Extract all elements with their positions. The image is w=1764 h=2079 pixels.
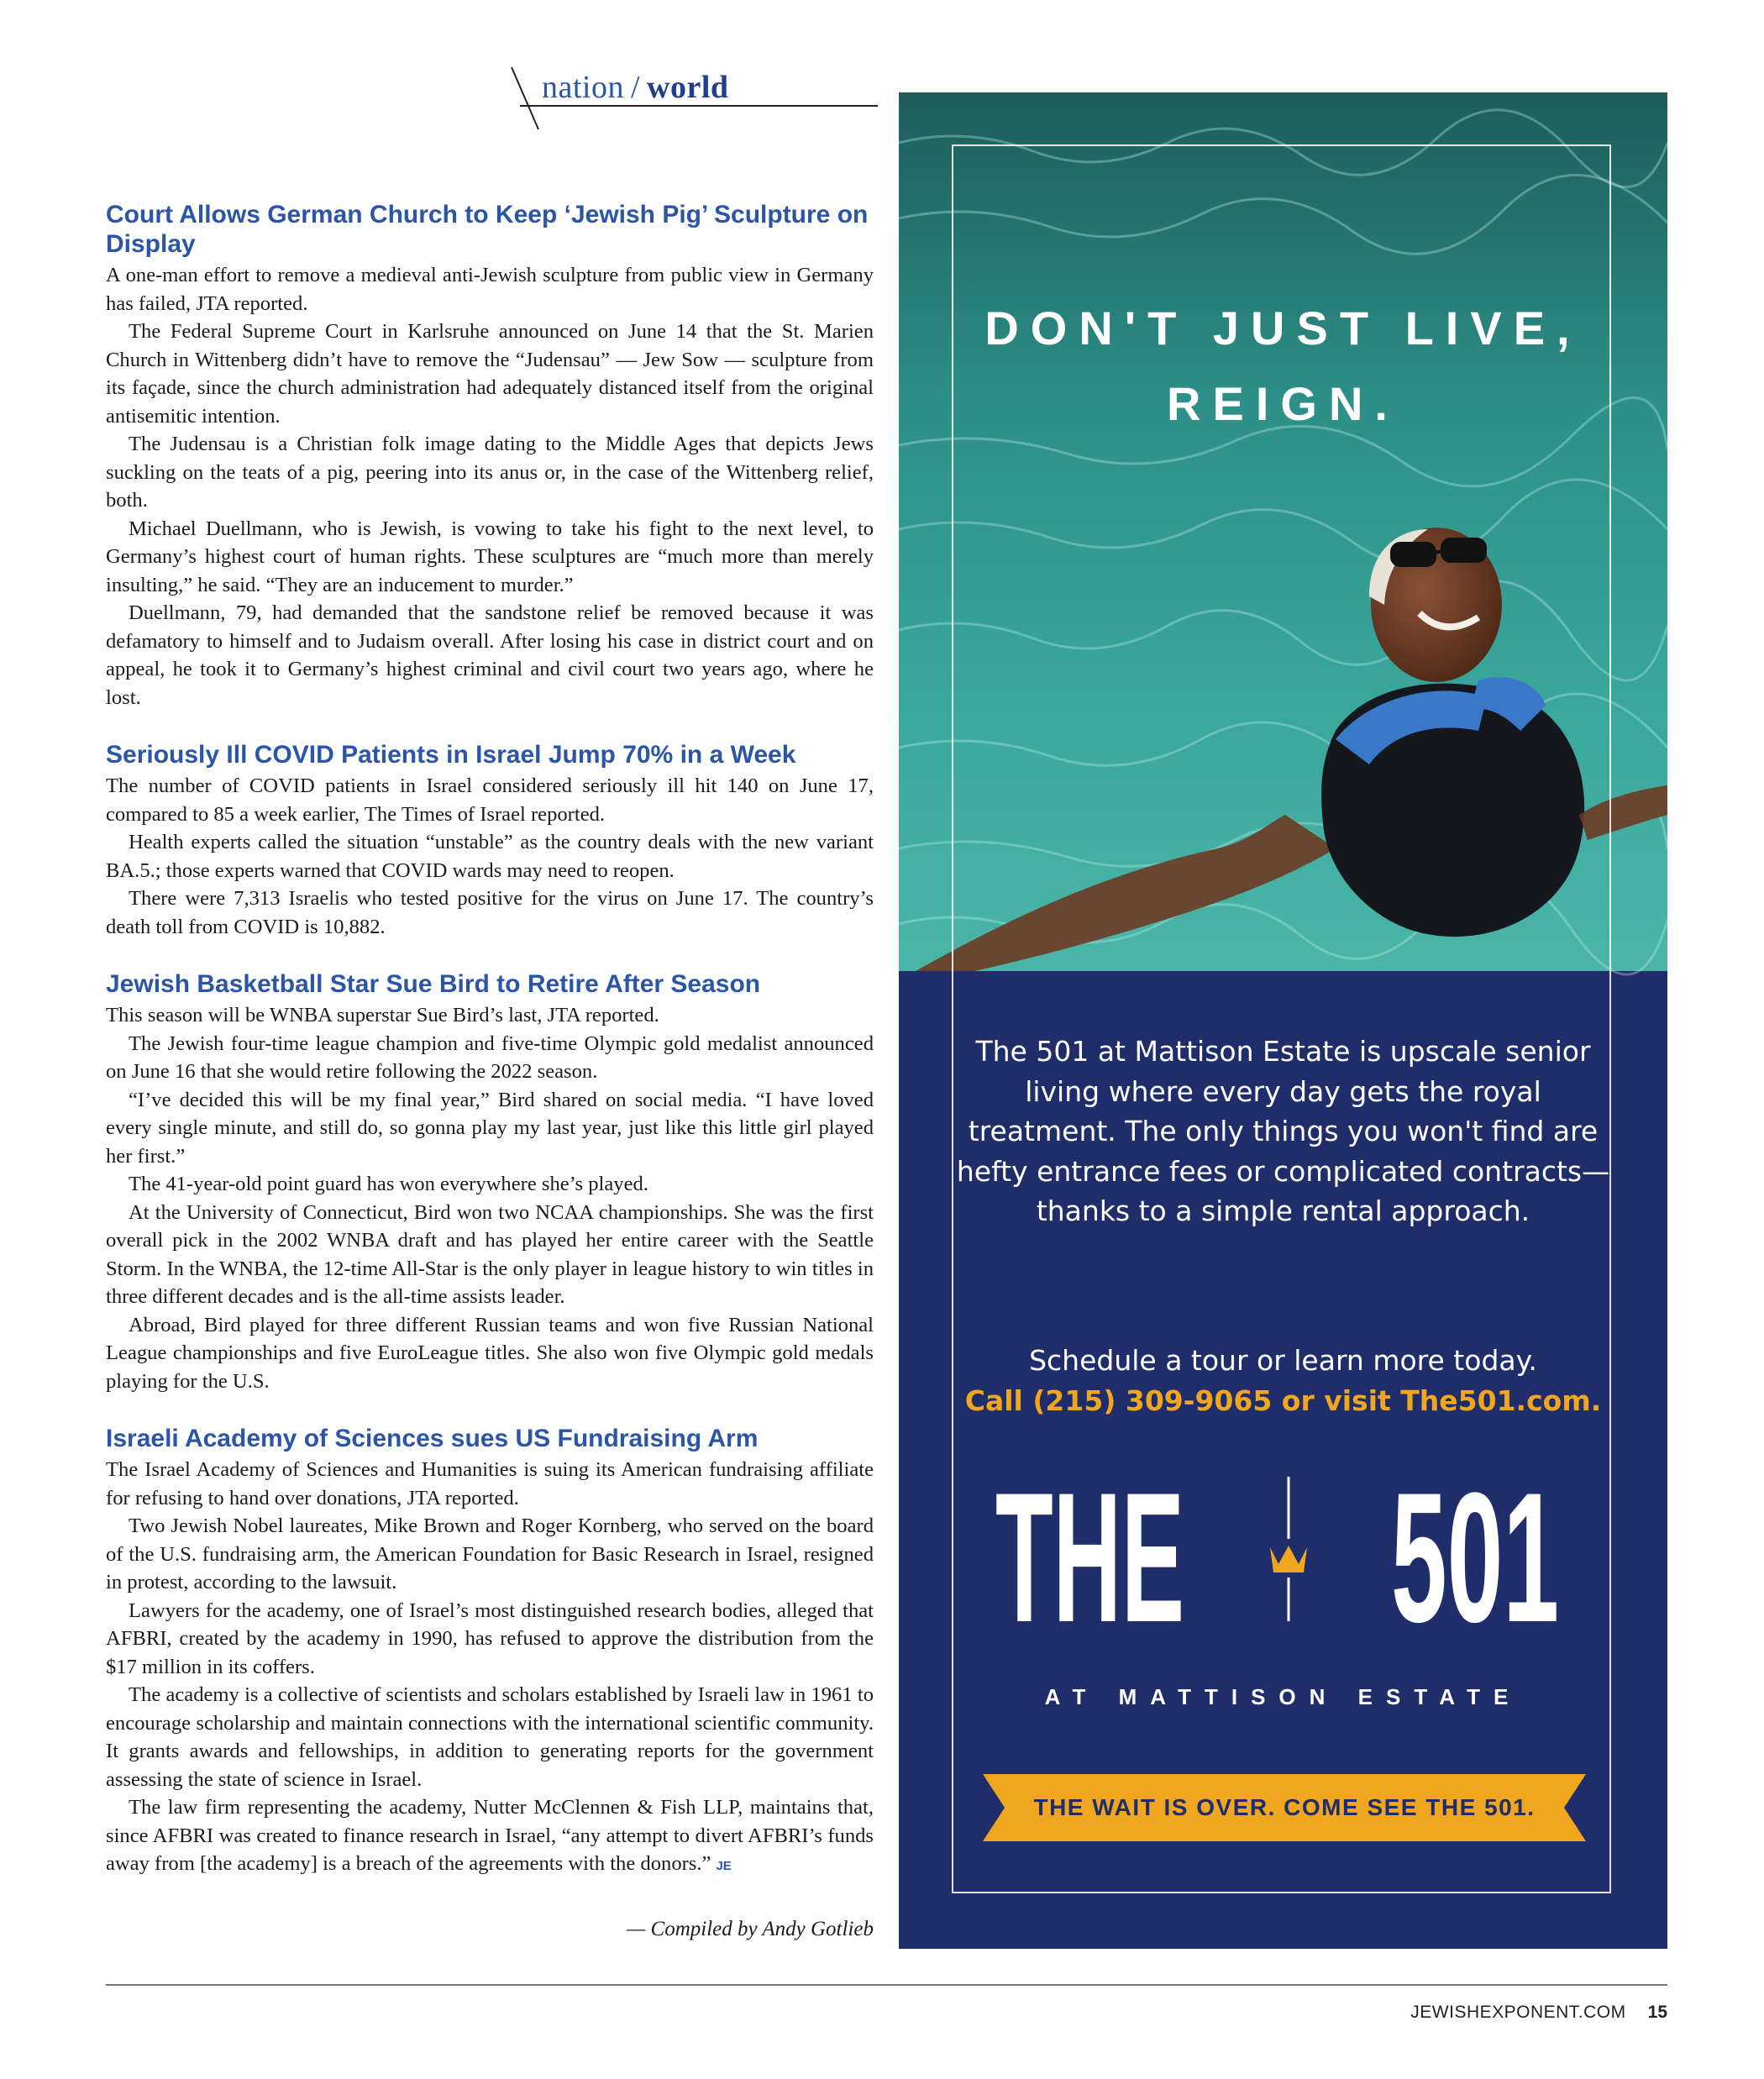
ad-cta-line: Schedule a tour or learn more today. (1029, 1344, 1537, 1377)
footer-site[interactable]: JEWISHEXPONENT.COM (1410, 2003, 1626, 2022)
page-footer (1410, 2003, 1667, 2023)
article-headline: Jewish Basketball Star Sue Bird to Retire After Season (106, 970, 761, 998)
section-world: world (647, 70, 729, 105)
article-paragraph: Abroad, Bird played for three different Russian teams and won five Russian National League championships and five EuroLeague titles. She also won five Olympic gold medals playing for the U.S. (106, 1313, 874, 1393)
article-paragraph: Two Jewish Nobel laureates, Mike Brown and Roger Kornberg, who served on the board of the U.S. fundraising arm, the American Foundation for Basic Research in Israel, resigned in protest, according to the lawsuit. (106, 1515, 874, 1593)
article-paragraph: At the University of Connecticut, Bird won two NCAA championships. She was the first overall pick in the 2002 WNBA draft and has played her entire career with the Seattle Storm. In the WNBA, the 12-time All-Star is the only player in league history to win titles in three different decades and is the all-time assists leader. (106, 1200, 874, 1308)
compiled-credit: — Compiled by Andy Gotlieb (627, 1918, 874, 1940)
end-mark: JE (716, 1859, 732, 1873)
article-paragraph: This season will be WNBA superstar Sue Bird’s last, JTA reported. (106, 1004, 659, 1026)
article-paragraph: Health experts called the situation “unstable” as the country deals with the new variant BA.5.; those experts warned that COVID wards may need to reopen. (106, 831, 874, 882)
article-academy-lawsuit (106, 1424, 874, 1881)
ribbon-text: THE WAIT IS OVER. COME SEE THE 501. (1033, 1794, 1536, 1820)
article-paragraph: The 41-year-old point guard has won everywhere she’s played. (129, 1173, 648, 1195)
section-rule (520, 105, 878, 107)
article-paragraph: Duellmann, 79, had demanded that the sandstone relief be removed because it was defamatory to himself and to Judaism overall. After losing his case in district court and on appeal, he took it to Germany’s highest criminal and civil court two years ago, where he lost. (106, 601, 874, 709)
article-headline: Court Allows German Church to Keep ‘Jewish Pig’ Sculpture on Display (106, 201, 869, 258)
crown-icon (1270, 1546, 1307, 1572)
ad-tagline-line2: REIGN. (1167, 377, 1399, 430)
article-paragraph: The Judensau is a Christian folk image dating to the Middle Ages that depicts Jews suckling on the teats of a pig, peering into its anus or, in the case of the Wittenberg relief, both. (106, 433, 874, 512)
article-headline: Seriously Ill COVID Patients in Israel Jump 70% in a Week (106, 741, 796, 769)
section-separator: / (630, 70, 641, 105)
ad-body-copy: The 501 at Mattison Estate is upscale senior living where every day gets the royal treatment. The only things you won't find are hefty entrance fees or complicated contracts—thanks to a simple rental approach. (956, 1035, 1610, 1227)
article-paragraph: The number of COVID patients in Israel considered seriously ill hit 140 on June 17, compared to 85 a week earlier, The Times of Israel reported. (106, 774, 874, 826)
section-label (542, 69, 729, 106)
section-header (508, 66, 878, 131)
article-paragraph: The Jewish four-time league champion and five-time Olympic gold medalist announced on June 16 that she would retire following the 2022 season. (106, 1032, 874, 1083)
article-paragraph: Lawyers for the academy, one of Israel’s most distinguished research bodies, alleged that AFBRI, created by the academy in 1990, has refused to approve the distribution from the $17 million in its coffers. (106, 1599, 874, 1678)
article-paragraph (106, 1793, 874, 1881)
article-paragraph: The Federal Supreme Court in Karlsruhe announced on June 14 that the St. Marien Church in Wittenberg didn’t have to remove the “Judensau” — Jew Sow — sculpture from its façade, since the church administration had adequately distanced itself from the original antisemitic intention. (106, 320, 874, 428)
footer-rule (106, 1984, 1667, 1986)
ad-tagline-line1: DON'T JUST LIVE, (984, 302, 1582, 354)
ad-call-to-action (932, 1341, 1634, 1420)
page-number: 15 (1647, 2003, 1667, 2022)
article-paragraph: Michael Duellmann, who is Jewish, is vowing to take his fight to the next level, to Germany’s highest court of human rights. These sculptures are “much more than merely insulting,” he said. “They are an inducement to murder.” (106, 517, 874, 596)
article-paragraph: The academy is a collective of scientists and scholars established by Israeli law in 1961 to encourage scholarship and maintain connections with the international scientific community. It grants awards and fellowships, in addition to generating reports for the government assessing the state of science in Israel. (106, 1683, 874, 1791)
logo-501: 501 (1391, 1454, 1559, 1661)
article-paragraph: “I’ve decided this will be my final year,” Bird shared on social media. “I have loved every single minute, and still do, so gonna play my last year, just like this little girl played her first.” (106, 1088, 874, 1168)
article-paragraph: There were 7,313 Israelis who tested positive for the virus on June 17. The country’s death toll from COVID is 10,882. (106, 887, 874, 938)
logo-the: THE (995, 1454, 1184, 1661)
article-column (106, 200, 874, 1909)
section-nation: nation (542, 70, 624, 105)
article-paragraph: The Israel Academy of Sciences and Humanities is suing its American fundraising affiliate for refusing to hand over donations, JTA reported. (106, 1458, 874, 1509)
slash-divider (508, 66, 542, 131)
the-501-logo (899, 1454, 1667, 1661)
article-paragraph-text: The law firm representing the academy, Nutter McClennen & Fish LLP, maintains that, since AFBRI was created to finance research in Israel, “any attempt to divert AFBRI’s funds away from [the academy] is a breach of the agreements with the donors.” (106, 1796, 874, 1875)
article-headline: Israeli Academy of Sciences sues US Fundraising Arm (106, 1425, 759, 1452)
advertisement (899, 92, 1667, 1949)
article-paragraph: A one-man effort to remove a medieval anti-Jewish sculpture from public view in Germany has failed, JTA reported. (106, 264, 874, 315)
article-covid (106, 740, 874, 941)
article-church-sculpture (106, 200, 874, 711)
ad-phone-link[interactable]: Call (215) 309-9065 or visit The501.com. (964, 1383, 1602, 1417)
ad-subname: AT MATTISON ESTATE (1044, 1684, 1522, 1709)
article-sue-bird (106, 969, 874, 1395)
